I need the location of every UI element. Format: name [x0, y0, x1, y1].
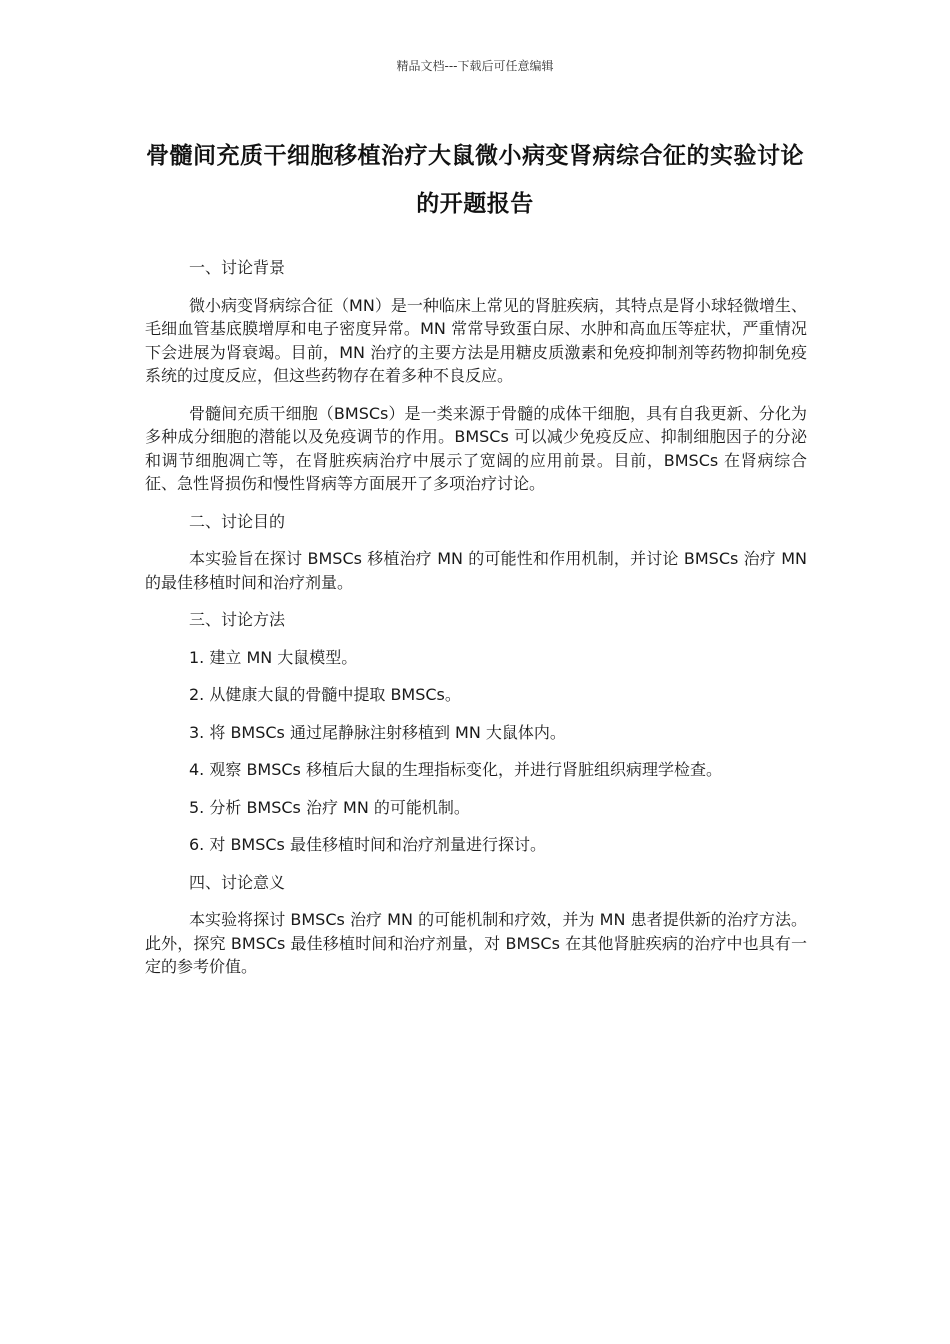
method-step-2: 2. 从健康大鼠的骨髓中提取 BMSCs。 — [189, 685, 461, 704]
section-heading-significance: 四、讨论意义 — [189, 872, 286, 892]
method-step-6: 6. 对 BMSCs 最佳移植时间和治疗剂量进行探讨。 — [189, 835, 546, 854]
method-step-4: 4. 观察 BMSCs 移植后大鼠的生理指标变化，并进行肾脏组织病理学检查。 — [189, 760, 722, 779]
paragraph-purpose: 本实验旨在探讨 BMSCs 移植治疗 MN 的可能性和作用机制，并讨论 BMSCs 治疗 MN 的最佳移植时间和治疗剂量。 — [145, 549, 807, 592]
section-heading-purpose: 二、讨论目的 — [189, 511, 286, 531]
method-step-3: 3. 将 BMSCs 通过尾静脉注射移植到 MN 大鼠体内。 — [189, 722, 566, 742]
paragraph-significance: 本实验将探讨 BMSCs 治疗 MN 的可能机制和疗效，并为 MN 患者提供新的治疗方法。此外，探究 BMSCs 最佳移植时间和治疗剂量，对 BMSCs 在其他肾脏疾病的治疗中也具有一定的参考价值。 — [145, 910, 807, 976]
section-heading-methods: 三、讨论方法 — [189, 610, 286, 629]
paragraph-background-1: 微小病变肾病综合征（MN）是一种临床上常见的肾脏疾病，其特点是肾小球轻微增生、毛细血管基底膜增厚和电子密度异常。MN 常常导致蛋白尿、水肿和高血压等症状，严重情况下会进展为肾衰竭。目前，MN 治疗的主要方法是用糖皮质激素和免疫抑制剂等药物抑制免疫系统的过度反应，但这些药物存在着多种不良反应。 — [145, 295, 807, 385]
method-step-1: 1. 建立 MN 大鼠模型。 — [189, 647, 358, 667]
document-body — [145, 256, 807, 993]
header-note: 精品文档---下载后可任意编辑 — [396, 59, 554, 73]
paragraph-background-2: 骨髓间充质干细胞（BMSCs）是一类来源于骨髓的成体干细胞，具有自我更新、分化为多种成分细胞的潜能以及免疫调节的作用。BMSCs 可以减少免疫反应、抑制细胞因子的分泌和调节细胞凋亡等，在肾脏疾病治疗中展示了宽阔的应用前景。目前，BMSCs 在肾病综合征、急性肾损伤和慢性肾病等方面展开了多项治疗讨论。 — [145, 403, 807, 493]
document-title: 骨髓间充质干细胞移植治疗大鼠微小病变肾病综合征的实验讨论的开题报告 — [146, 143, 804, 217]
method-step-5: 5. 分析 BMSCs 治疗 MN 的可能机制。 — [189, 797, 470, 817]
section-heading-background: 一、讨论背景 — [189, 258, 286, 277]
